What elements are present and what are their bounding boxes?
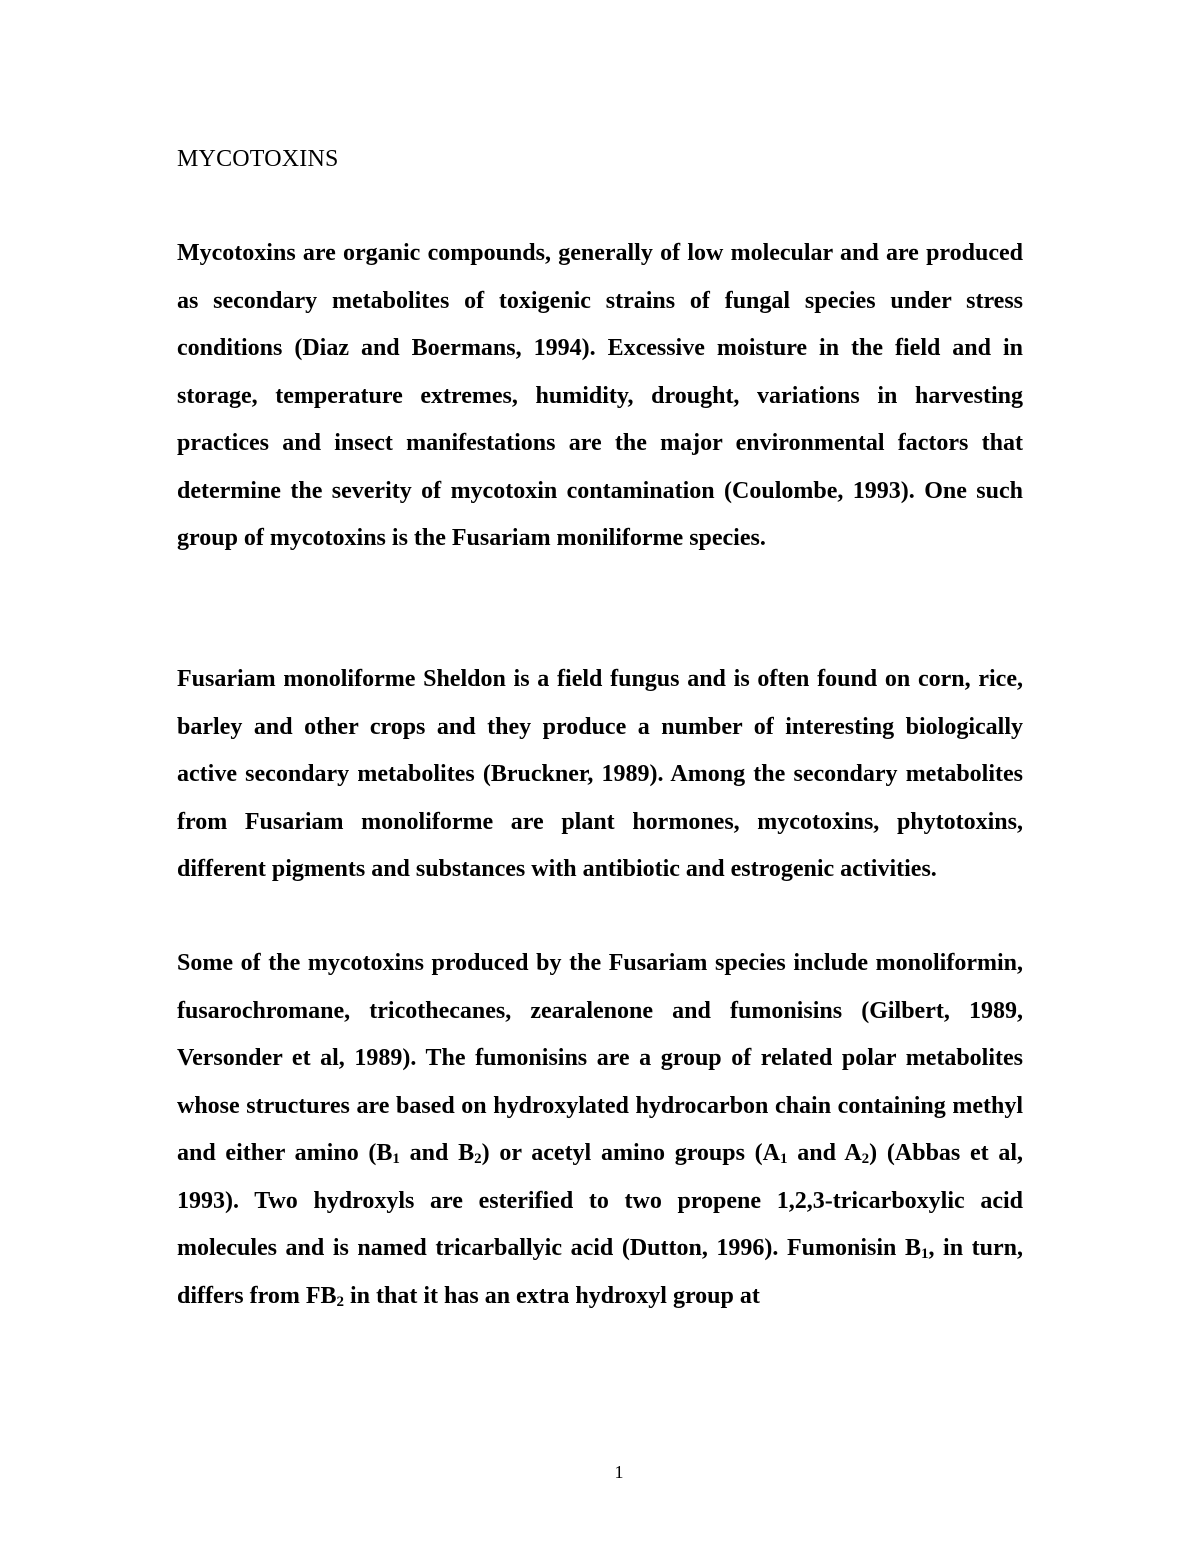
page-title: MYCOTOXINS (177, 146, 339, 172)
subscript: 2 (336, 1293, 345, 1310)
subscript: 2 (861, 1151, 870, 1167)
paragraph-mycotoxins-intro: Mycotoxins are organic compounds, generally of low molecular and are produced as secondary metabolites of toxigenic strains of fungal species under stress conditions (Diaz and Boermans, 1994). Excessive moisture in the field and in storage, temperature extremes, humidity, drought, variations in harvesting practices and insect manifestations are the major environmental factors that determine the severity of mycotoxin contamination (Coulombe, 1993). One such group of mycotoxins is the Fusariam moniliforme species. (177, 240, 1023, 551)
subscript: 1 (780, 1151, 788, 1167)
page-number: 1 (614, 1462, 624, 1482)
subscript: 2 (474, 1151, 482, 1167)
text-run: in that it has an extra hydroxyl group at (344, 1282, 760, 1309)
text-run: , in turn, differs from FB (177, 1235, 1023, 1309)
paragraph-fumonisins (177, 940, 1023, 1320)
subscript: 1 (392, 1151, 400, 1167)
paragraph-fusariam-monoliforme: Fusariam monoliforme Sheldon is a field fungus and is often found on corn, rice, barley and other crops and they produce a number of interesting biologically active secondary metabolites (Bruckner, 1989). Among the secondary metabolites from Fusariam monoliforme are plant hormones, mycotoxins, phytotoxins, different pigments and substances with antibiotic and estrogenic activities. (177, 666, 1023, 882)
text-run: ) or acetyl amino groups (A (481, 1140, 780, 1166)
text-run: and B (399, 1140, 475, 1166)
subscript: 1 (920, 1246, 929, 1262)
text-run: and A (787, 1140, 862, 1166)
text-run: Some of the mycotoxins produced by the Fusariam species include monoliformin, fusarochromane, tricothecanes, zearalenone and fumonisins (Gilbert, 1989, Versonder et al, 1989). The fumonisins are a group of related polar metabolites whose structures are based on hydroxylated hydrocarbon chain containing methyl and either amino (B (177, 950, 1023, 1166)
text-run: ) (Abbas et al, 1993). Two hydroxyls are esterified to two propene 1,2,3-tricarboxylic acid molecules and is named tricarballyic acid (Dutton, 1996). Fumonisin B (177, 1140, 1024, 1261)
